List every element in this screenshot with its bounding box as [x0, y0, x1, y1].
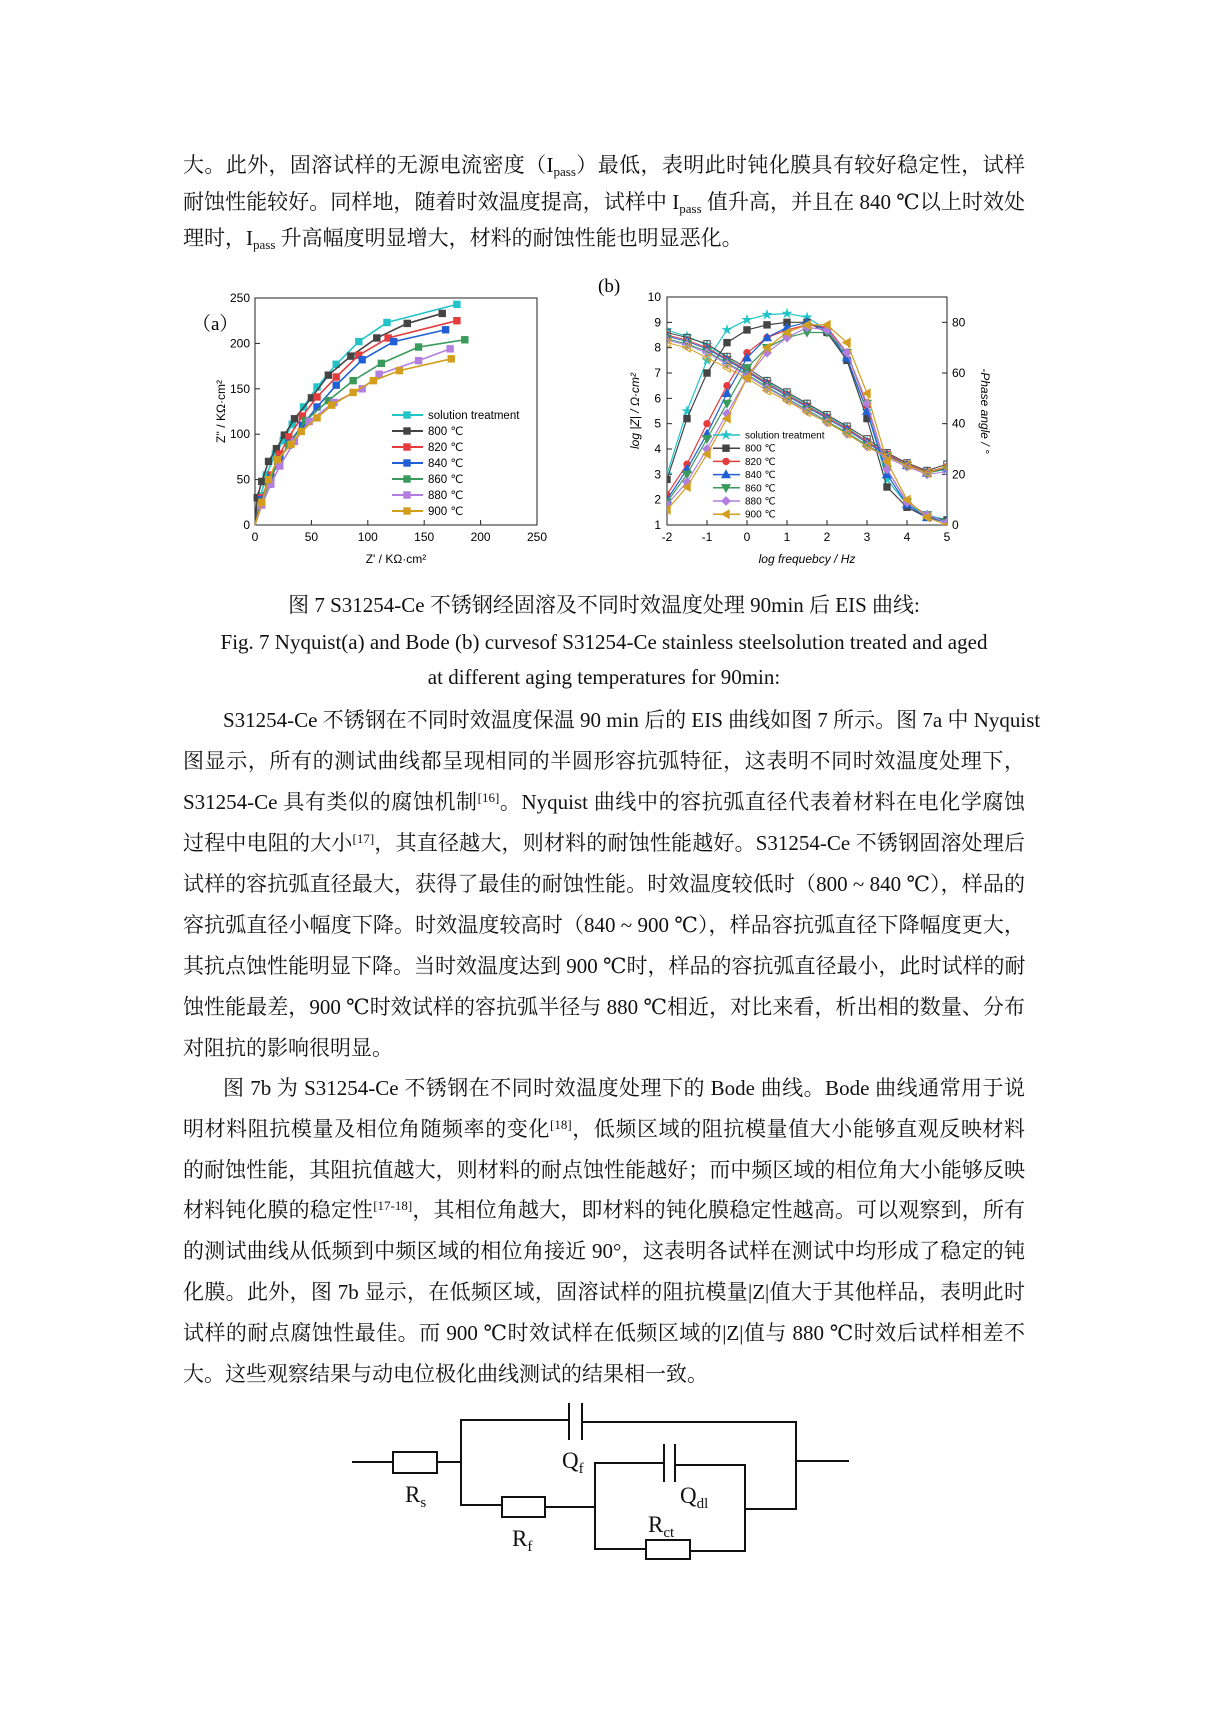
subscript: pass [553, 164, 576, 179]
phase-point [723, 326, 731, 334]
label-rct: $R_{ct}$ [648, 1512, 675, 1541]
text-segment: 值升高，并且在 840 ℃以上时效处 [701, 189, 1025, 214]
text-segment: ，低频区域的阻抗模量值大小能够直观反映材料 [571, 1116, 1026, 1141]
data-point [384, 319, 390, 325]
x-tick-label: 250 [526, 530, 548, 544]
y-axis-label: log |Z| / Ω·cm² [628, 372, 642, 450]
figure-caption-en-1: Fig. 7 Nyquist(a) and Bode (b) curvesof S31254-Ce stainless steelsolution treated and aged [220, 630, 988, 654]
legend-label: 820 ℃ [428, 442, 464, 454]
text-line [183, 953, 1025, 979]
phase-line [667, 313, 947, 519]
legend-marker [723, 445, 729, 451]
phase-point [724, 382, 730, 388]
text-segment: 容抗弧直径小幅度下降。时效温度较高时（840 ~ 900 ℃），样品容抗弧直径下降幅度更大， [183, 913, 1025, 937]
nyquist-chart [214, 291, 547, 566]
citation-superscript: [16] [477, 790, 500, 805]
legend-label: 900 ℃ [428, 506, 464, 518]
text-segment: 对阻抗的影响很明显。 [183, 1036, 393, 1060]
series-1 [254, 310, 445, 525]
y-tick-label: 4 [654, 442, 661, 456]
y-tick-label: 50 [236, 472, 250, 487]
bode-chart [628, 290, 992, 566]
phase-point [664, 476, 670, 482]
phase-point [743, 316, 751, 324]
legend-label: solution treatment [428, 410, 520, 422]
y-tick-label: 200 [229, 336, 250, 351]
y-right-tick-label: 20 [952, 467, 966, 482]
text-line [183, 871, 1025, 897]
y-tick-label: 1 [654, 518, 661, 532]
phase-point [783, 309, 791, 317]
data-point [265, 458, 271, 464]
text-segment: ）最低，表明此时钝化膜具有较好稳定性，试样 [575, 153, 1025, 177]
legend-marker [404, 476, 410, 482]
text-segment: 的测试曲线从低频到中频区域的相位角接近 90°，这表明各试样在测试中均形成了稳定的钝 [183, 1239, 1025, 1264]
legend-label: 800 ℃ [745, 443, 776, 455]
text-line [183, 1197, 1025, 1223]
x-axis-label: Z' / KΩ·cm² [365, 552, 427, 566]
figure-caption-cn: 图 7 S31254-Ce 不锈钢经固溶及不同时效温度处理 90min 后 EIS 曲线: [288, 593, 920, 617]
data-point [396, 367, 402, 373]
text-segment: ，其相位角越大，即材料的钝化膜稳定性越高。可以观察到，所有 [412, 1198, 1026, 1223]
text-segment: 试样的容抗弧直径最大，获得了最佳的耐蚀性能。时效温度较低时（800 ~ 840 ℃），样品的 [183, 872, 1025, 896]
data-point [277, 463, 283, 469]
x-tick-label: 50 [304, 530, 319, 544]
text-segment: 大。这些观察结果与动电位极化曲线测试的结果相一致。 [183, 1361, 708, 1386]
text-line [183, 1157, 1025, 1183]
y-right-tick-label: 0 [952, 518, 959, 532]
data-point [447, 346, 453, 352]
legend-label: 860 ℃ [745, 483, 776, 495]
data-point [454, 301, 460, 307]
x-tick-label: -1 [701, 530, 713, 544]
y-tick-label: 6 [654, 391, 661, 406]
citation-superscript: [18] [550, 1116, 572, 1132]
data-point [415, 357, 421, 363]
phase-point [704, 420, 710, 426]
y-tick-label: 2 [654, 492, 661, 507]
data-point [462, 337, 468, 343]
text-segment: 的耐蚀性能，其阻抗值越大，则材料的耐点蚀性能越好；而中频区域的相位角大小能够反映 [183, 1157, 1025, 1182]
label-qf: $Q_f$ [562, 1448, 584, 1477]
text-line [183, 1116, 1025, 1142]
x-tick-label: 0 [251, 530, 259, 544]
data-point [291, 416, 297, 422]
text-line [183, 789, 1025, 815]
text-segment: 其抗点蚀性能明显下降。当时效温度达到 900 ℃时，样品的容抗弧直径最小，此时试样的耐 [183, 954, 1026, 978]
legend-label: 820 ℃ [745, 456, 776, 468]
phase-point [763, 311, 771, 319]
series-line [255, 321, 457, 525]
citation-superscript: [17] [352, 831, 375, 846]
data-point [350, 389, 356, 395]
text-line [183, 994, 1025, 1020]
data-point [333, 374, 339, 380]
x-tick-label: 200 [470, 530, 491, 544]
x-tick-label: 150 [414, 530, 435, 544]
capacitor-qdl [664, 1444, 675, 1482]
legend-label: 840 ℃ [428, 458, 464, 470]
y-tick-label: 0 [243, 518, 250, 532]
resistor-rf [502, 1497, 545, 1517]
data-point [356, 338, 362, 344]
phase-point [704, 370, 710, 376]
text-segment: ，其直径越大，则材料的耐蚀性能越好。S31254-Ce 不锈钢固溶处理后 [374, 831, 1026, 855]
legend-label: 880 ℃ [745, 496, 776, 508]
panel-a-label: （a） [192, 314, 239, 335]
series-0 [663, 309, 951, 523]
text-segment: 大。此外，固溶试样的无源电流密度（I [183, 153, 554, 177]
phase-point [744, 327, 750, 333]
phase-point [684, 415, 690, 421]
data-point [288, 441, 294, 447]
legend-marker [722, 497, 730, 505]
data-point [259, 478, 265, 484]
y-tick-label: 5 [654, 416, 661, 431]
text-segment: 图 7b 为 S31254-Ce 不锈钢在不同时效温度处理下的 Bode 曲线。Bode 曲线通常用于说 [223, 1076, 1025, 1100]
x-axis-label: log frequebcy / Hz [758, 552, 856, 566]
series-line [255, 304, 457, 525]
text-segment: 图显示，所有的测试曲线都呈现相同的半圆形容抗弧特征，这表明不同时效温度处理下， [183, 749, 1025, 773]
y-tick-label: 150 [229, 381, 250, 396]
x-tick-label: 1 [783, 530, 791, 544]
legend-marker [723, 458, 729, 464]
data-point [439, 310, 445, 316]
y-right-tick-label: 40 [952, 416, 966, 431]
text-segment: 材料钝化膜的稳定性 [183, 1198, 374, 1223]
text-line [183, 1279, 1025, 1305]
resistor-rs [393, 1452, 437, 1473]
x-tick-label: 5 [943, 530, 951, 544]
label-qdl: $Q_{dl}$ [680, 1483, 709, 1512]
data-point [374, 335, 380, 341]
x-tick-label: -2 [661, 530, 673, 544]
text-segment: 蚀性能最差，900 ℃时效试样的容抗弧半径与 880 ℃相近，对比来看，析出相的数量、分布 [183, 995, 1025, 1019]
text-segment: 试样的耐点腐蚀性最佳。而 900 ℃时效试样在低频区域的|Z|值与 880 ℃时效后试样相差不 [183, 1320, 1025, 1345]
data-point [404, 320, 410, 326]
legend-marker [404, 508, 410, 514]
legend-marker [404, 492, 410, 498]
phase-point [884, 484, 890, 490]
text-line [223, 707, 1041, 733]
text-segment: 耐蚀性能较好。同样地，随着时效温度提高，试样中 I [183, 189, 680, 214]
text-line [183, 1035, 1025, 1061]
y-tick-label: 10 [647, 290, 661, 304]
text-line [183, 1361, 1025, 1387]
legend-marker [722, 510, 729, 518]
figure-7 [0, 0, 1207, 600]
data-point [378, 360, 384, 366]
y-tick-label: 100 [229, 427, 250, 442]
y-right-tick-label: 60 [952, 366, 966, 380]
y-right-tick-label: 80 [952, 315, 966, 330]
data-point [350, 377, 356, 383]
x-tick-label: 100 [357, 530, 378, 544]
x-tick-label: 0 [743, 530, 751, 544]
y-tick-label: 8 [654, 340, 661, 355]
data-point [448, 356, 454, 362]
data-point [329, 402, 335, 408]
equivalent-circuit [0, 1390, 1207, 1590]
text-segment: 。Nyquist 曲线中的容抗弧直径代表着材料在电化学腐蚀 [499, 790, 1026, 814]
y-tick-label: 7 [654, 366, 661, 380]
text-line [223, 1075, 1025, 1101]
data-point [325, 372, 331, 378]
phase-point [724, 339, 730, 345]
phase-point [764, 322, 770, 328]
capacitor-qf [569, 1403, 582, 1440]
legend-marker [404, 412, 410, 418]
y-axis-label: Z'' / KΩ·cm² [214, 380, 228, 443]
legend-marker [404, 444, 410, 450]
data-point [298, 428, 304, 434]
panel-b-label: (b) [598, 276, 621, 297]
data-point [348, 353, 354, 359]
legend-label: solution treatment [745, 430, 825, 442]
text-line [183, 1320, 1025, 1346]
circuit-wires [352, 1420, 849, 1551]
legend-marker [404, 428, 410, 434]
data-point [391, 338, 397, 344]
plot-area [663, 309, 951, 529]
text-segment: 理时，I [183, 226, 253, 250]
text-line [183, 748, 1025, 774]
x-tick-label: 3 [863, 530, 871, 544]
y-tick-label: 9 [654, 315, 661, 330]
legend-label: 800 ℃ [428, 426, 464, 438]
data-point [376, 371, 382, 377]
data-point [415, 344, 421, 350]
text-segment: 化膜。此外，图 7b 显示，在低频区域，固溶试样的阻抗模量|Z|值大于其他样品，表明此时 [183, 1280, 1025, 1304]
x-tick-label: 4 [903, 530, 911, 544]
y-tick-label: 3 [654, 467, 661, 482]
text-line [183, 912, 1025, 938]
data-point [265, 476, 271, 482]
data-point [442, 327, 448, 333]
data-point [333, 382, 339, 388]
text-segment: S31254-Ce 具有类似的腐蚀机制 [183, 790, 478, 814]
subscript: pass [253, 237, 276, 252]
subscript: pass [679, 200, 702, 216]
legend-marker [722, 431, 730, 439]
text-segment: 升高幅度明显增大，材料的耐蚀性能也明显恶化。 [275, 226, 743, 250]
legend-marker [404, 460, 410, 466]
legend-label: 840 ℃ [745, 470, 776, 482]
text-segment: S31254-Ce 不锈钢在不同时效温度保温 90 min 后的 EIS 曲线如图 7 所示。图 7a 中 Nyquist [223, 708, 1041, 732]
label-rs: $R_s$ [405, 1482, 427, 1511]
data-point [314, 415, 320, 421]
data-point [274, 456, 280, 462]
figure-caption-en-2: at different aging temperatures for 90min: [427, 665, 781, 689]
text-line [183, 830, 1025, 856]
label-rf: $R_f$ [512, 1526, 533, 1555]
legend-label: 860 ℃ [428, 474, 464, 486]
data-point [259, 499, 265, 505]
text-line [183, 1238, 1025, 1264]
x-tick-label: 2 [823, 530, 831, 544]
data-point [370, 377, 376, 383]
citation-superscript: [17-18] [373, 1198, 413, 1214]
series-line [255, 313, 442, 525]
y-tick-label: 250 [229, 291, 250, 305]
legend-label: 900 ℃ [745, 509, 776, 521]
text-segment: 明材料阻抗模量及相位角随频率的变化 [183, 1116, 550, 1141]
data-point [454, 318, 460, 324]
data-point [359, 357, 365, 363]
y-right-axis-label: -Phase angle / ° [978, 368, 992, 454]
phase-point [723, 400, 731, 407]
text-segment: 过程中电阻的大小 [183, 831, 353, 855]
legend-label: 880 ℃ [428, 490, 464, 502]
data-point [314, 394, 320, 400]
resistor-rct [646, 1540, 690, 1559]
